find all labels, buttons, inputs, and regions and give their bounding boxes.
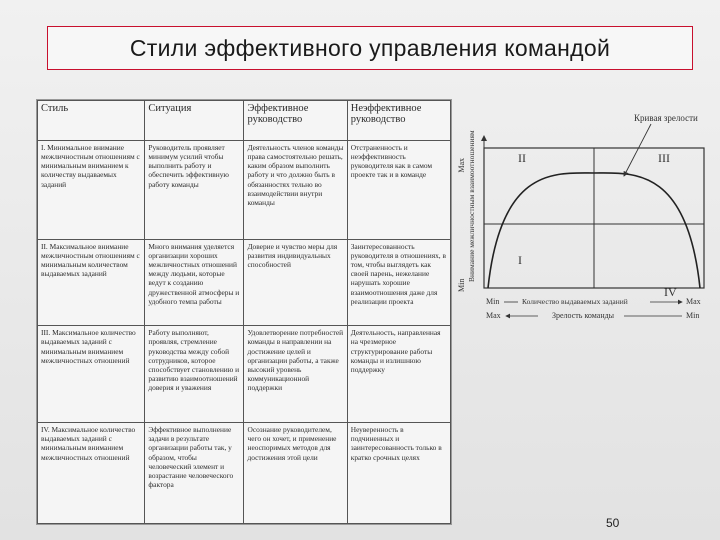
table-cell: Работу выполняют, проявляя, стремление руководства между собой сотрудников, которое способствует становлению и развитию взаимоотношений доверия и уважения	[145, 326, 244, 423]
table-cell: I. Минимальное внимание межличностным отношениям с минимальным вниманием к количеству выдаваемых заданий	[38, 140, 145, 239]
table-cell: Неуверенность в подчиненных и заинтересованность только в кратко срочных целях	[347, 423, 450, 524]
table-cell: II. Максимальное внимание межличностным отношениям с минимальным количеством выдаваемых заданий	[38, 239, 145, 326]
x1-axis-label: Количество выдаваемых заданий	[522, 297, 628, 306]
header-situation: Ситуация	[145, 101, 244, 141]
x2-left-label: Max	[486, 311, 501, 320]
header-ineffective: Неэффективное руководство	[347, 101, 450, 141]
table-cell: Деятельность, направленная на чрезмерное структурирование работы команды и излишнюю поддержку	[347, 326, 450, 423]
table-cell: Деятельность членов команды права самостоятельно решать, каким образом выполнить работу и что должно быть в обязанностях тельно во взаимодействии внутри команды	[244, 140, 347, 239]
leadership-styles-table	[37, 100, 451, 524]
y-axis-label: Внимание межличностным взаимоотношениям	[467, 130, 476, 282]
table-row	[38, 239, 451, 326]
x1-min-label: Min	[486, 297, 500, 306]
x2-right-label: Min	[686, 311, 700, 320]
header-style: Стиль	[38, 101, 145, 141]
table-cell: Руководитель проявляет минимум усилий чтобы выполнить работу и обеспечить эффективную работу команды	[145, 140, 244, 239]
quadrant-label-ii: II	[518, 151, 526, 165]
page-number: 50	[606, 516, 620, 530]
x1-max-label: Max	[686, 297, 701, 306]
table-cell: Удовлетворение потребностей команды в направлении на достижение целей и организации работы, а также высокий уровень коммуникационной поддержки	[244, 326, 347, 423]
table-row	[38, 326, 451, 423]
table-cell: IV. Максимальное количество выдаваемых заданий с минимальным вниманием межличностных отношений	[38, 423, 145, 524]
table-cell: Заинтересованность руководителя в отношениях, в том, чтобы выглядеть как своей парень, нежелание нарушать хорошие взаимоотношения даже для реализации проекта	[347, 239, 450, 326]
quadrant-label-iii: III	[658, 151, 670, 165]
table-cell: Отстраненность и неэффективность руководителя как в самом проекте так и в команде	[347, 140, 450, 239]
table-cell: III. Максимальное количество выдаваемых заданий с минимальным вниманием межличностных отношений	[38, 326, 145, 423]
curve-pointer	[624, 124, 651, 176]
quadrant-label-i: I	[518, 253, 522, 267]
table-row	[38, 423, 451, 524]
title-box	[47, 26, 693, 70]
slide-title: Стили эффективного управления командой	[129, 34, 611, 61]
header-effective: Эффективное руководство	[244, 101, 347, 141]
maturity-curve-diagram	[456, 106, 720, 346]
table-cell: Доверие и чувство меры для развития индивидуальных способностей	[244, 239, 347, 326]
table-header-row	[38, 101, 451, 141]
table-cell: Осознание руководителем, чего он хочет, и применение неоспоримых методов для достижения этой цели	[244, 423, 347, 524]
quadrant-label-iv: IV	[664, 285, 677, 299]
table-cell: Много внимания уделяется организации хороших межличностных отношений между людьми, которые ведут к созданию дружественной атмосферы и удобного темпа работы	[145, 239, 244, 326]
curve-label: Кривая зрелости	[634, 113, 698, 123]
leadership-styles-table-image	[36, 99, 452, 525]
table-cell: Эффективное выполнение задачи в результате организации работы так, у образом, чтобы человеческий элемент и возрастание человеческого фактора	[145, 423, 244, 524]
y-min-label: Min	[457, 278, 466, 292]
x2-axis-label: Зрелость команды	[552, 311, 615, 320]
y-max-label: Max	[457, 158, 466, 173]
table-row	[38, 140, 451, 239]
